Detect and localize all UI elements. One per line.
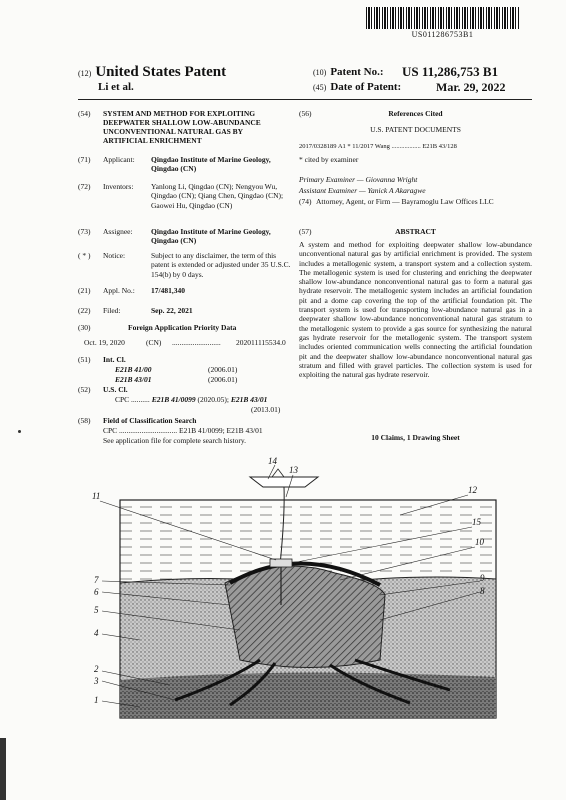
intcl-class-2: E21B 43/01	[115, 375, 152, 384]
drawing-label-6: 6	[94, 587, 99, 597]
assignee-code: (73)	[78, 227, 91, 236]
inventor-short: Li et al.	[98, 81, 134, 93]
drawing-label-8: 8	[480, 586, 485, 596]
filed-date: Sep. 22, 2021	[151, 306, 193, 315]
patent-no-label: Patent No.:	[330, 66, 384, 78]
cited-note: * cited by examiner	[299, 155, 359, 164]
attorney-code: (74)	[299, 197, 312, 206]
header-rule	[78, 99, 532, 100]
field-label: Field of Classification Search	[103, 416, 197, 425]
foreign-dots: ..........................	[172, 338, 221, 347]
date-code: (45)	[313, 83, 327, 92]
uscl-code: (52)	[78, 385, 91, 394]
refs-title: References Cited	[388, 109, 443, 118]
barcode	[366, 7, 519, 29]
kind-code: (12)	[78, 69, 92, 78]
assignee-label: Assignee:	[103, 227, 133, 236]
patent-date: Mar. 29, 2022	[436, 80, 506, 94]
refs-code: (56)	[299, 109, 312, 118]
intcl-label: Int. Cl.	[103, 355, 126, 364]
cpc-class-b: E21B 43/01	[230, 395, 268, 404]
field-code: (58)	[78, 416, 91, 425]
scan-speck	[18, 430, 21, 433]
drawing-label-1: 1	[94, 695, 99, 705]
assistant-examiner: Assistant Examiner — Yanick A Akaragwe	[299, 186, 426, 195]
patent-title: SYSTEM AND METHOD FOR EXPLOITING DEEPWATER SHALLOW LOW-ABUNDANCE UNCONVENTIONAL NATURAL GAS BY ARTIFICIAL ENRICHMENT	[103, 109, 261, 145]
cpc-date-b: (2013.01)	[251, 405, 281, 414]
barcode-number: US011286753B1	[411, 30, 474, 39]
drawing-label-5: 5	[94, 605, 99, 615]
drawing-label-12: 12	[468, 485, 477, 495]
cpc-date-a: (2020.05);	[197, 395, 229, 404]
foreign-country: (CN)	[146, 338, 162, 347]
drawing-label-2: 2	[94, 664, 99, 674]
intcl-class-1: E21B 41/00	[115, 365, 152, 374]
patent-no-code: (10)	[313, 68, 327, 77]
drawing-label-10: 10	[475, 537, 484, 547]
notice-label: Notice:	[103, 251, 126, 260]
appl-number: 17/481,340	[151, 286, 185, 295]
foreign-code: (30)	[78, 323, 91, 332]
abstract-title: ABSTRACT	[395, 227, 436, 236]
patent-type-heading	[78, 64, 226, 81]
claims-summary: 10 Claims, 1 Drawing Sheet	[371, 433, 460, 442]
foreign-date: Oct. 19, 2020	[84, 338, 125, 347]
notice-code: ( * )	[78, 251, 91, 260]
notice-value: Subject to any disclaimer, the term of this patent is extended or adjusted under 35 U.S.C. 154(b) by 0 days.	[151, 251, 291, 279]
intcl-version-2: (2006.01)	[208, 375, 238, 384]
reference-row: 2017/0328189 A1 * 11/2017 Wang .................. E21B 43/128	[299, 143, 457, 150]
foreign-number: 202011115534.0	[236, 338, 286, 347]
uscl-label: U.S. Cl.	[103, 385, 128, 394]
appl-label: Appl. No.:	[103, 286, 135, 295]
intcl-code: (51)	[78, 355, 91, 364]
drawing-label-14: 14	[268, 456, 277, 466]
patent-drawing	[80, 455, 540, 720]
applicant-label: Applicant:	[103, 155, 135, 164]
cpc-line	[115, 395, 267, 404]
appl-code: (21)	[78, 286, 91, 295]
drawing-label-15: 15	[472, 517, 481, 527]
attorney: Attorney, Agent, or Firm — Bayramoglu Law Offices LLC	[316, 197, 494, 206]
applicant-value: Qingdao Institute of Marine Geology, Qingdao (CN)	[151, 155, 271, 174]
inventors-code: (72)	[78, 182, 91, 191]
filed-label: Filed:	[103, 306, 121, 315]
date-label: Date of Patent:	[330, 81, 402, 93]
filed-code: (22)	[78, 306, 91, 315]
foreign-priority-title: Foreign Application Priority Data	[128, 323, 237, 332]
drawing-label-13: 13	[289, 465, 298, 475]
intcl-version-1: (2006.01)	[208, 365, 238, 374]
primary-examiner: Primary Examiner — Giovanna Wright	[299, 175, 418, 184]
abstract-text: A system and method for exploiting deepwater shallow low-abundance unconventional natural gas by artificial enrichment is provided. The system includes a metallogenic system, a transport system and a collection system. The metallogenic system is used for clustering and enriching the deepwater shallow low-abundance nonconventional natural gas to form a natural gas hydrate reservoir. The metallogenic system includes an artificial foundation pit and a dome cap covering the top of the artificial foundation pit. The transport system is used for transporting low-abundance natural gas in a deepwater shallow low-abundance nonconventional natural gas stratum to the metallogenic system to provide a gas source for synthesizing the natural gas hydrate reservoir for the metallogenic system. The transport system includes oriented communication wells connecting the artificial foundation pit and the deepwater shallow low-abundance nonconventional natural gas stratum and filled with gravel particles. The collection system is used for exploiting the natural gas hydrate reservoir.	[299, 240, 532, 380]
cpc-class-a: E21B 41/0099	[151, 395, 196, 404]
scan-edge-bar	[0, 738, 6, 800]
inventors-value: Yanlong Li, Qingdao (CN); Nengyou Wu, Qingdao (CN); Qiang Chen, Qingdao (CN); Gaowei Hu, Qingdao (CN)	[151, 182, 284, 210]
drawing-label-7: 7	[94, 575, 99, 585]
title-code: (54)	[78, 109, 91, 118]
assignee-value: Qingdao Institute of Marine Geology, Qingdao (CN)	[151, 227, 271, 246]
abstract-code: (57)	[299, 227, 312, 236]
drawing-label-3: 3	[94, 676, 99, 686]
doc-type: United States Patent	[95, 64, 227, 80]
patent-number-line	[313, 64, 499, 79]
refs-subtitle: U.S. PATENT DOCUMENTS	[370, 125, 461, 134]
cpc-label: CPC ..........	[115, 395, 150, 404]
applicant-code: (71)	[78, 155, 91, 164]
drawing-label-9: 9	[480, 573, 485, 583]
drawing-label-4: 4	[94, 628, 99, 638]
patent-number: US 11,286,753 B1	[402, 64, 499, 79]
patent-date-line	[313, 80, 506, 94]
field-cpc: CPC ............................... E21B 41/0099; E21B 43/01	[103, 426, 263, 435]
inventors-label: Inventors:	[103, 182, 134, 191]
drawing-label-11: 11	[92, 491, 101, 501]
field-note: See application file for complete search history.	[103, 436, 247, 445]
